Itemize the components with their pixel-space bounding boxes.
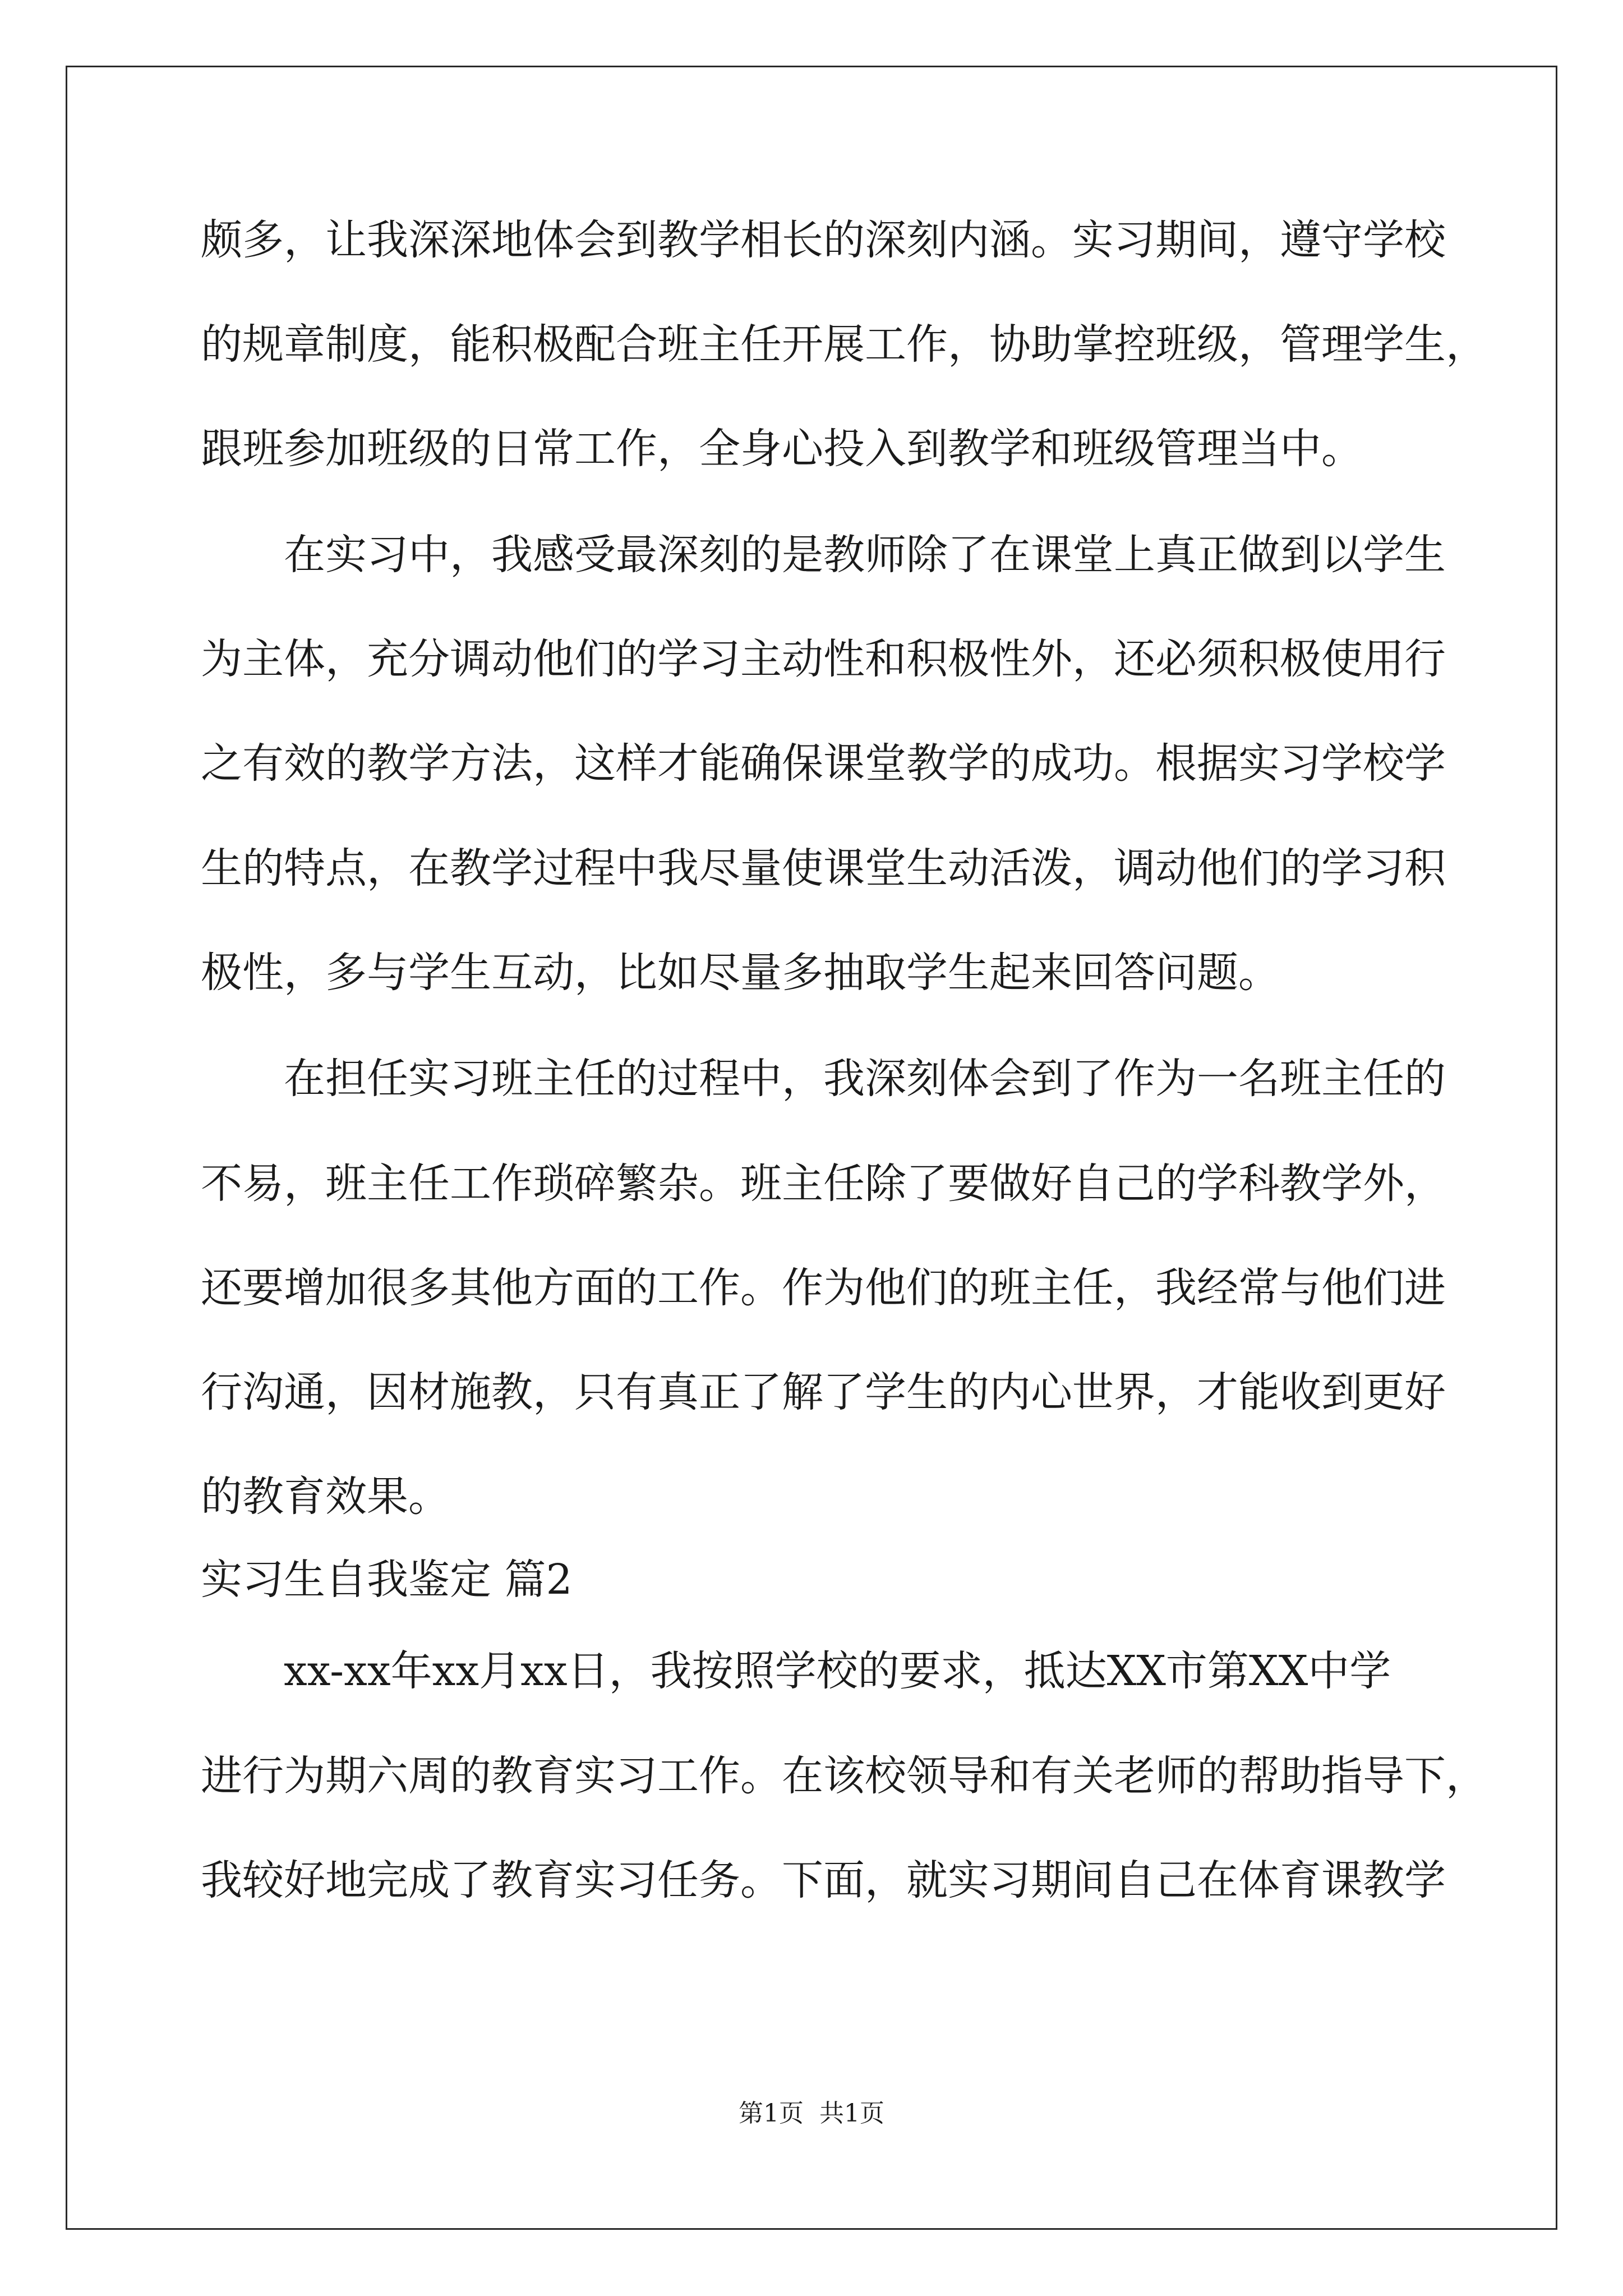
- text-line: 为主体，充分调动他们的学习主动性和积极性外，还必须积极使用行: [201, 635, 1446, 683]
- text-line: xx-xx年xx月xx日，我按照学校的要求，抵达XX市第XX中学: [201, 1647, 1391, 1695]
- text-line: 跟班参加班级的日常工作，全身心投入到教学和班级管理当中。: [201, 425, 1363, 473]
- text-line: 颇多，让我深深地体会到教学相长的深刻内涵。实习期间，遵守学校: [201, 216, 1446, 264]
- section-heading: 实习生自我鉴定 篇2: [201, 1556, 573, 1604]
- text-line: 行沟通，因材施教，只有真正了解了学生的内心世界，才能收到更好: [201, 1368, 1446, 1416]
- text-line: 的规章制度，能积极配合班主任开展工作，协助掌控班级，管理学生，: [201, 320, 1487, 369]
- text-line: 之有效的教学方法，这样才能确保课堂教学的成功。根据实习学校学: [201, 739, 1446, 788]
- text-line: 的教育效果。: [201, 1473, 450, 1521]
- text-line: 还要增加很多其他方面的工作。作为他们的班主任，我经常与他们进: [201, 1264, 1446, 1312]
- text-line: 生的特点，在教学过程中我尽量使课堂生动活泼，调动他们的学习积: [201, 844, 1446, 892]
- text-line: 在实习中，我感受最深刻的是教师除了在课堂上真正做到以学生: [201, 531, 1446, 579]
- text-line: 极性，多与学生互动，比如尽量多抽取学生起来回答问题。: [201, 949, 1280, 997]
- text-line: 我较好地完成了教育实习任务。下面，就实习期间自己在体育课教学: [201, 1856, 1446, 1904]
- page-number-footer: 第1页 共1页: [739, 2099, 884, 2128]
- text-line: 在担任实习班主任的过程中，我深刻体会到了作为一名班主任的: [201, 1055, 1446, 1103]
- text-line: 不易，班主任工作琐碎繁杂。班主任除了要做好自己的学科教学外，: [201, 1159, 1446, 1208]
- text-line: 进行为期六周的教育实习工作。在该校领导和有关老师的帮助指导下，: [201, 1752, 1487, 1800]
